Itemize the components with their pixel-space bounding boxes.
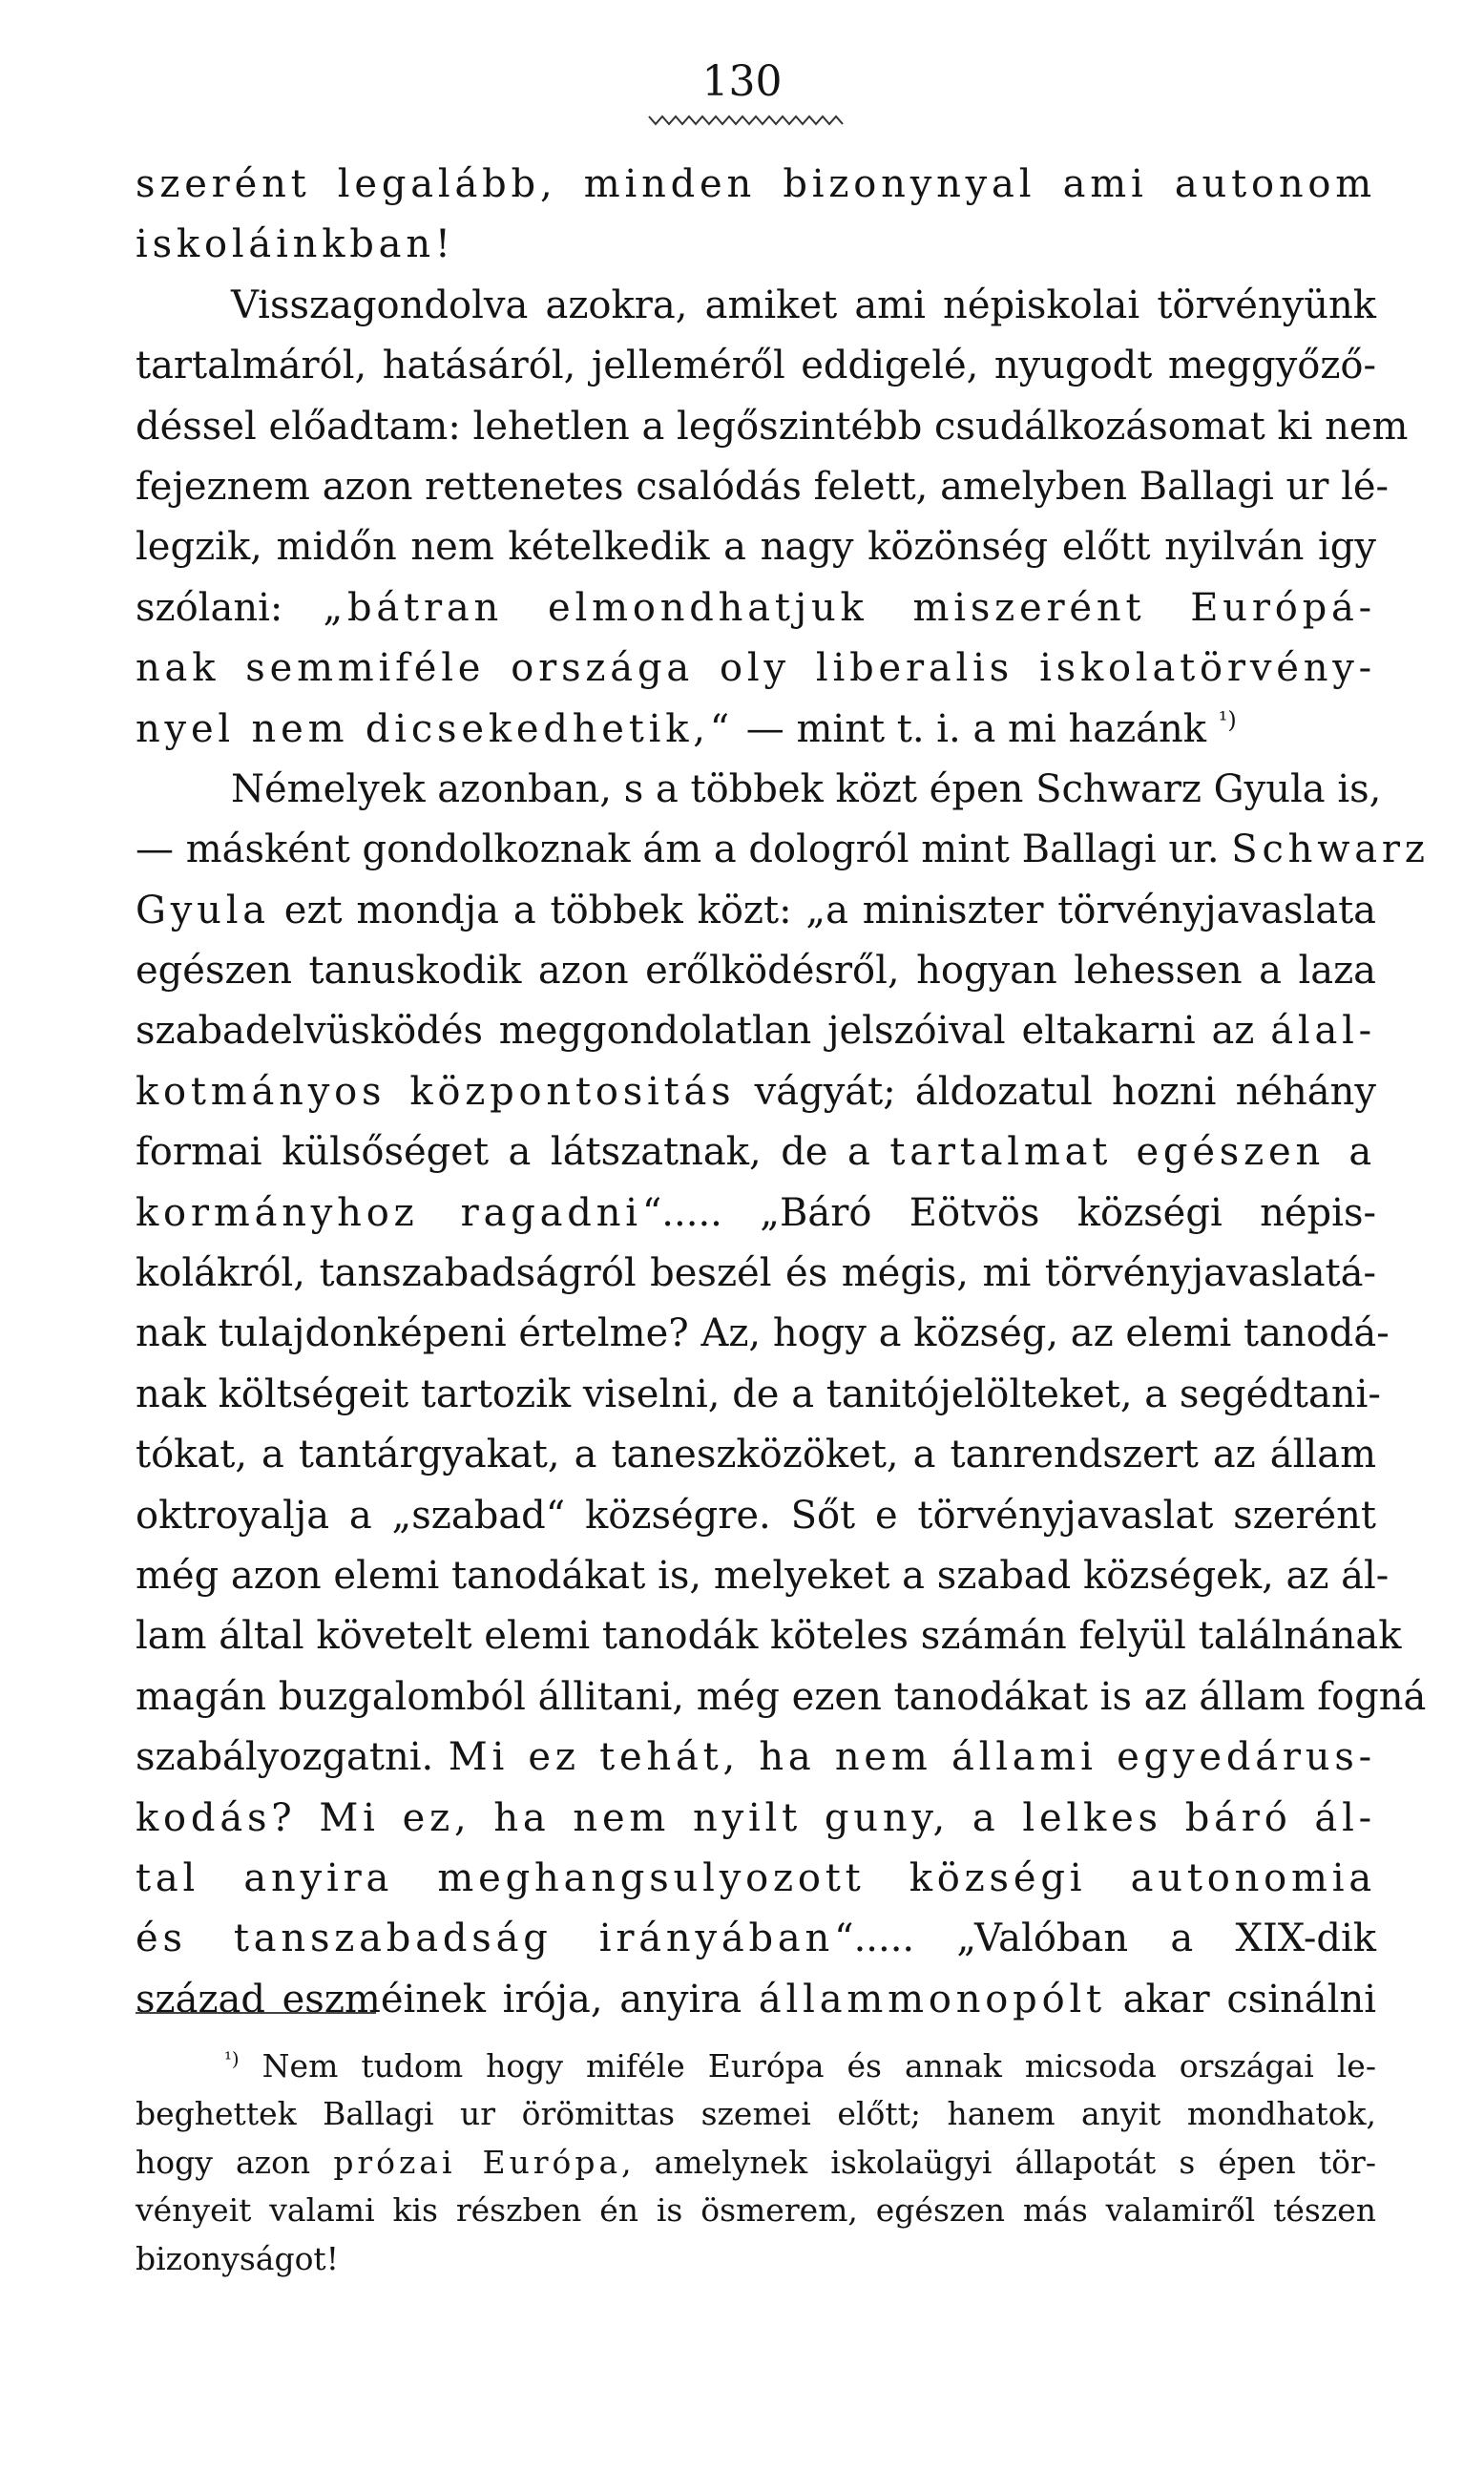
text-run: vágyát; áldozatul hozni néhány [735, 1069, 1376, 1114]
text-run: szabályozgatni. [136, 1735, 449, 1780]
text-run: lam által követelt elemi tanodák köteles számán felyül találnának [136, 1614, 1402, 1659]
text-line [136, 155, 1376, 215]
text-line [136, 1486, 1376, 1546]
ornament-wave-line [647, 111, 847, 130]
footnote-divider [136, 2012, 376, 2014]
text-run: “..... „Báró Eötvös községi népis- [641, 1190, 1376, 1235]
footnote-marker: ¹) [1218, 706, 1237, 734]
text-run: egészen tanuskodik azon erőlködésről, hogyan lehessen a laza [136, 949, 1376, 994]
text-run: bizonyságot! [136, 2239, 339, 2277]
text-run: vényeit valami kis részben én is ösmerem, egészen más valamiről tészen [136, 2191, 1376, 2230]
footnote-line [136, 2139, 1376, 2187]
text-run: kolákról, tanszabadságról beszél és mégis, mi törvényjavaslatá- [136, 1251, 1376, 1296]
emphasis-text: kodás? Mi ez, ha nem nyilt guny, a lelkes báró ál- [136, 1795, 1376, 1840]
emphasis-text: nyel nem dicsekedhetik,“ [136, 706, 735, 751]
text-line [136, 1606, 1402, 1666]
text-line [136, 1062, 1376, 1122]
emphasis-text: iskoláinkban! [136, 222, 455, 267]
emphasis-text: Mi ez tehát, ha nem állami egyedárus- [448, 1735, 1376, 1780]
text-run: tartalmáról, hatásáról, jelleméről eddigelé, nyugodt meggyőző- [136, 344, 1376, 388]
text-line [136, 700, 1376, 760]
emphasis-text: kotmányos központositás [136, 1069, 736, 1114]
emphasis-text: állammonopólt [758, 1977, 1106, 2022]
emphasis-text: tartalmat egészen a [889, 1130, 1376, 1175]
emphasis-text: tal anyira meghangsulyozott községi autonomia [136, 1855, 1376, 1900]
body-text [136, 155, 1430, 2030]
text-run: tókat, a tantárgyakat, a taneszközöket, a tanrendszert az állam [136, 1433, 1376, 1477]
footnote-line [136, 2090, 1376, 2138]
text-run: — mint t. i. a mi hazánk [734, 706, 1219, 751]
text-line [136, 1184, 1376, 1244]
text-run: század eszméinek irója, anyira [136, 1977, 759, 2022]
text-run: szólani: [136, 585, 324, 630]
text-run: hogy azon [136, 2143, 334, 2181]
text-line [136, 1909, 1376, 1969]
text-run: fejeznem azon rettenetes csalódás felett, amelyben Ballagi ur lé- [136, 464, 1390, 509]
footnote-line [136, 2043, 1376, 2090]
text-run: beghettek Ballagi ur örömittas szemei előtt; hanem anyit mondhatok, [136, 2095, 1376, 2133]
text-line [136, 1546, 1390, 1606]
text-run: “..... „Valóban a XIX-dik [834, 1917, 1377, 1961]
text-line [136, 1970, 1376, 2030]
text-run: Nem tudom hogy miféle Európa és annak micsoda országai le- [239, 2047, 1376, 2084]
emphasis-text: Schwarz [1231, 827, 1430, 872]
footnote-line [136, 2235, 1376, 2283]
text-run: Némelyek azonban, s a többek közt épen Schwarz Gyula is, [231, 766, 1382, 811]
text-run: formai külsőséget a látszatnak, de a [136, 1130, 890, 1175]
text-run: , amelynek iskolaügyi állapotát s épen tör- [621, 2143, 1376, 2181]
text-line [136, 215, 1376, 275]
footnote-marker: ¹) [224, 2048, 240, 2070]
page-number: 130 [701, 57, 783, 106]
footnote [136, 2043, 1376, 2283]
text-line [136, 1849, 1376, 1909]
text-line [136, 1667, 1427, 1728]
text-line [136, 881, 1376, 941]
emphasis-text: prózai Európa [333, 2143, 622, 2181]
text-line [136, 578, 1376, 639]
text-run: még azon elemi tanodákat is, melyeket a szabad községek, az ál- [136, 1553, 1390, 1598]
text-line [136, 1122, 1376, 1183]
text-run: Visszagondolva azokra, amiket ami népiskolai törvényünk [231, 283, 1376, 327]
emphasis-text: nak semmiféle országa oly liberalis iskolatörvény- [136, 646, 1376, 691]
text-line [136, 760, 1382, 820]
footnote-line [136, 2187, 1376, 2234]
emphasis-text: szerént legalább, minden bizonynyal ami autonom [136, 162, 1376, 206]
text-run: oktroyalja a „szabad“ községre. Sőt e törvényjavaslat szerént [136, 1493, 1376, 1538]
text-line [136, 517, 1376, 577]
text-line [136, 1001, 1376, 1061]
text-line [136, 941, 1376, 1001]
text-run: nak költségeit tartozik viselni, de a tanitójelölteket, a segédtani- [136, 1372, 1381, 1416]
text-run: legzik, midőn nem kételkedik a nagy közönség előtt nyilván igy [136, 525, 1376, 570]
text-line [136, 1244, 1376, 1304]
text-line [136, 336, 1376, 396]
text-line [136, 1304, 1390, 1364]
text-run: ezt mondja a többek közt: „a miniszter törvényjavaslata [269, 888, 1376, 932]
emphasis-text: kormányhoz ragadni [136, 1190, 642, 1235]
emphasis-text: „bátran elmondhatjuk miszerént Európá- [323, 585, 1376, 630]
text-line [136, 1789, 1376, 1849]
text-line [136, 1728, 1376, 1788]
text-run: akar csinálni [1105, 1977, 1376, 2022]
text-run: — másként gondolkoznak ám a dologról mint Ballagi ur. [136, 827, 1232, 872]
text-line [136, 1425, 1376, 1485]
text-line [136, 276, 1376, 336]
text-run: déssel előadtam: lehetlen a legőszintébb csudálkozásomat ki nem [136, 404, 1409, 449]
text-run: szabadelvüsködés meggondolatlan jelszóival eltakarni az [136, 1009, 1271, 1054]
text-line [136, 397, 1409, 457]
emphasis-text: álal- [1270, 1009, 1376, 1054]
text-line [136, 639, 1376, 699]
text-run: magán buzgalomból állitani, még ezen tanodákat is az állam fogná [136, 1674, 1427, 1719]
text-line [136, 1365, 1381, 1425]
text-line [136, 457, 1390, 517]
emphasis-text: és tanszabadság irányában [136, 1917, 835, 1961]
text-run: nak tulajdonképeni értelme? Az, hogy a község, az elemi tanodá- [136, 1311, 1390, 1356]
emphasis-text: Gyula [136, 888, 270, 932]
text-line [136, 820, 1430, 880]
